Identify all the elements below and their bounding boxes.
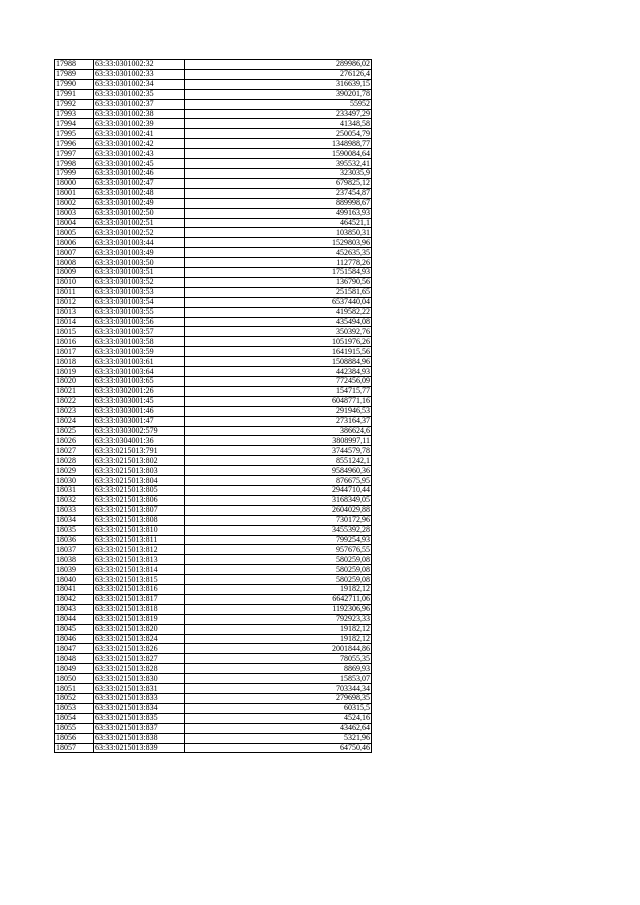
- cadastral-value-cell: 3455392,28: [185, 525, 372, 535]
- cadastral-value-cell: 8551242,1: [185, 456, 372, 466]
- table-row: [55, 79, 372, 89]
- cadastral-value-cell: 136790,56: [185, 277, 372, 287]
- cadastral-value-cell: 60315,5: [185, 703, 372, 713]
- cadastral-value-cell: 78055,35: [185, 654, 372, 664]
- cadastral-number-cell: 63:33:0301003:44: [94, 238, 185, 248]
- table-row: [55, 277, 372, 287]
- row-number-cell: 18024: [55, 416, 94, 426]
- cadastral-value-cell: 276126,4: [185, 69, 372, 79]
- cadastral-number-cell: 63:33:0301002:38: [94, 109, 185, 119]
- cadastral-number-cell: 63:33:0215013:811: [94, 535, 185, 545]
- cadastral-number-cell: 63:33:0215013:838: [94, 733, 185, 743]
- cadastral-value-cell: 2001844,86: [185, 644, 372, 654]
- cadastral-value-cell: 957676,55: [185, 545, 372, 555]
- row-number-cell: 17999: [55, 168, 94, 178]
- table-row: [55, 733, 372, 743]
- cadastral-number-cell: 63:33:0215013:814: [94, 565, 185, 575]
- cadastral-value-cell: 772456,09: [185, 377, 372, 387]
- cadastral-value-cell: 1529803,96: [185, 238, 372, 248]
- row-number-cell: 18029: [55, 466, 94, 476]
- table-row: [55, 347, 372, 357]
- row-number-cell: 18033: [55, 505, 94, 515]
- cadastral-number-cell: 63:33:0215013:826: [94, 644, 185, 654]
- table-row: [55, 674, 372, 684]
- cadastral-number-cell: 63:33:0215013:791: [94, 446, 185, 456]
- table-row: [55, 178, 372, 188]
- table-row: [55, 149, 372, 159]
- cadastral-value-cell: 580259,08: [185, 575, 372, 585]
- cadastral-number-cell: 63:33:0303001:45: [94, 396, 185, 406]
- cadastral-value-cell: 703344,34: [185, 684, 372, 694]
- table-row: [55, 664, 372, 674]
- row-number-cell: 17994: [55, 119, 94, 129]
- cadastral-value-cell: 323035,9: [185, 168, 372, 178]
- cadastral-value-cell: 2944710,44: [185, 485, 372, 495]
- cadastral-value-cell: 1751584,93: [185, 268, 372, 278]
- cadastral-number-cell: 63:33:0215013:807: [94, 505, 185, 515]
- cadastral-value-cell: 237454,87: [185, 188, 372, 198]
- cadastral-value-cell: 395532,41: [185, 159, 372, 169]
- row-number-cell: 17990: [55, 79, 94, 89]
- row-number-cell: 18016: [55, 337, 94, 347]
- cadastral-number-cell: 63:33:0302001:26: [94, 386, 185, 396]
- row-number-cell: 18011: [55, 287, 94, 297]
- cadastral-number-cell: 63:33:0215013:815: [94, 575, 185, 585]
- table-row: [55, 723, 372, 733]
- row-number-cell: 18025: [55, 426, 94, 436]
- table-row: [55, 396, 372, 406]
- row-number-cell: 18022: [55, 396, 94, 406]
- cadastral-value-cell: 15853,07: [185, 674, 372, 684]
- cadastral-value-cell: 3168349,05: [185, 495, 372, 505]
- table-row: [55, 357, 372, 367]
- table-row: [55, 505, 372, 515]
- table-row: [55, 159, 372, 169]
- row-number-cell: 18048: [55, 654, 94, 664]
- table-row: [55, 515, 372, 525]
- cadastral-value-cell: 799254,93: [185, 535, 372, 545]
- table-row: [55, 446, 372, 456]
- table-row: [55, 367, 372, 377]
- cadastral-number-cell: 63:33:0301002:50: [94, 208, 185, 218]
- cadastral-number-cell: 63:33:0301003:55: [94, 307, 185, 317]
- cadastral-value-cell: 580259,08: [185, 565, 372, 575]
- table-row: [55, 327, 372, 337]
- cadastral-number-cell: 63:33:0301003:56: [94, 317, 185, 327]
- cadastral-value-cell: 273164,37: [185, 416, 372, 426]
- cadastral-value-cell: 19182,12: [185, 634, 372, 644]
- table-row: [55, 634, 372, 644]
- cadastral-number-cell: 63:33:0303001:47: [94, 416, 185, 426]
- cadastral-value-cell: 452635,35: [185, 248, 372, 258]
- table-row: [55, 238, 372, 248]
- table-row: [55, 406, 372, 416]
- table-row: [55, 287, 372, 297]
- row-number-cell: 18027: [55, 446, 94, 456]
- row-number-cell: 18017: [55, 347, 94, 357]
- cadastral-number-cell: 63:33:0215013:804: [94, 476, 185, 486]
- cadastral-value-cell: 8869,93: [185, 664, 372, 674]
- table-row: [55, 466, 372, 476]
- cadastral-value-cell: 112778,26: [185, 258, 372, 268]
- cadastral-number-cell: 63:33:0301003:53: [94, 287, 185, 297]
- cadastral-number-cell: 63:33:0215013:820: [94, 624, 185, 634]
- row-number-cell: 18018: [55, 357, 94, 367]
- row-number-cell: 18002: [55, 198, 94, 208]
- table-row: [55, 69, 372, 79]
- row-number-cell: 18049: [55, 664, 94, 674]
- row-number-cell: 17998: [55, 159, 94, 169]
- cadastral-value-cell: 889998,67: [185, 198, 372, 208]
- row-number-cell: 18013: [55, 307, 94, 317]
- cadastral-number-cell: 63:33:0304001:36: [94, 436, 185, 446]
- row-number-cell: 18052: [55, 694, 94, 704]
- row-number-cell: 18032: [55, 495, 94, 505]
- row-number-cell: 18005: [55, 228, 94, 238]
- cadastral-number-cell: 63:33:0301003:50: [94, 258, 185, 268]
- cadastral-value-cell: 64750,46: [185, 743, 372, 753]
- cadastral-value-cell: 730172,96: [185, 515, 372, 525]
- cadastral-value-cell: 499163,93: [185, 208, 372, 218]
- cadastral-number-cell: 63:33:0215013:831: [94, 684, 185, 694]
- cadastral-value-cell: 19182,12: [185, 585, 372, 595]
- cadastral-value-cell: 6642711,06: [185, 594, 372, 604]
- cadastral-value-cell: 1508884,96: [185, 357, 372, 367]
- row-number-cell: 18055: [55, 723, 94, 733]
- cadastral-number-cell: 63:33:0301002:39: [94, 119, 185, 129]
- row-number-cell: 18020: [55, 377, 94, 387]
- row-number-cell: 17993: [55, 109, 94, 119]
- cadastral-number-cell: 63:33:0215013:818: [94, 604, 185, 614]
- row-number-cell: 17988: [55, 60, 94, 70]
- cadastral-number-cell: 63:33:0301003:51: [94, 268, 185, 278]
- table-row: [55, 525, 372, 535]
- cadastral-value-cell: 386624,6: [185, 426, 372, 436]
- cadastral-number-cell: 63:33:0215013:819: [94, 614, 185, 624]
- table-row: [55, 208, 372, 218]
- row-number-cell: 18007: [55, 248, 94, 258]
- table-row: [55, 426, 372, 436]
- table-row: [55, 258, 372, 268]
- table-row: [55, 594, 372, 604]
- cadastral-number-cell: 63:33:0301002:43: [94, 149, 185, 159]
- row-number-cell: 18028: [55, 456, 94, 466]
- table-row: [55, 575, 372, 585]
- row-number-cell: 18001: [55, 188, 94, 198]
- cadastral-number-cell: 63:33:0215013:813: [94, 555, 185, 565]
- table-row: [55, 545, 372, 555]
- cadastral-value-cell: 3744579,78: [185, 446, 372, 456]
- row-number-cell: 18044: [55, 614, 94, 624]
- cadastral-value-cell: 1192306,96: [185, 604, 372, 614]
- cadastral-number-cell: 63:33:0215013:806: [94, 495, 185, 505]
- row-number-cell: 18057: [55, 743, 94, 753]
- cadastral-value-cell: 103850,31: [185, 228, 372, 238]
- cadastral-value-cell: 442384,93: [185, 367, 372, 377]
- cadastral-number-cell: 63:33:0301003:52: [94, 277, 185, 287]
- cadastral-number-cell: 63:33:0301003:49: [94, 248, 185, 258]
- table-row: [55, 89, 372, 99]
- table-row: [55, 585, 372, 595]
- cadastral-value-cell: 5321,96: [185, 733, 372, 743]
- row-number-cell: 18003: [55, 208, 94, 218]
- row-number-cell: 18012: [55, 297, 94, 307]
- cadastral-number-cell: 63:33:0215013:837: [94, 723, 185, 733]
- row-number-cell: 17989: [55, 69, 94, 79]
- table-row: [55, 436, 372, 446]
- table-row: [55, 60, 372, 70]
- cadastral-number-cell: 63:33:0301002:32: [94, 60, 185, 70]
- table-row: [55, 644, 372, 654]
- table-row: [55, 743, 372, 753]
- cadastral-number-cell: 63:33:0301002:35: [94, 89, 185, 99]
- cadastral-number-cell: 63:33:0215013:816: [94, 585, 185, 595]
- cadastral-value-table: [54, 59, 372, 753]
- table-row: [55, 99, 372, 109]
- cadastral-value-cell: 316639,15: [185, 79, 372, 89]
- row-number-cell: 18041: [55, 585, 94, 595]
- cadastral-value-cell: 279698,35: [185, 694, 372, 704]
- cadastral-number-cell: 63:33:0301003:57: [94, 327, 185, 337]
- table-row: [55, 684, 372, 694]
- table-row: [55, 654, 372, 664]
- row-number-cell: 18035: [55, 525, 94, 535]
- table-row: [55, 119, 372, 129]
- row-number-cell: 17997: [55, 149, 94, 159]
- row-number-cell: 18009: [55, 268, 94, 278]
- cadastral-number-cell: 63:33:0215013:810: [94, 525, 185, 535]
- table-row: [55, 218, 372, 228]
- cadastral-number-cell: 63:33:0215013:827: [94, 654, 185, 664]
- row-number-cell: 18030: [55, 476, 94, 486]
- row-number-cell: 18000: [55, 178, 94, 188]
- table-row: [55, 317, 372, 327]
- row-number-cell: 18054: [55, 713, 94, 723]
- cadastral-number-cell: 63:33:0301002:33: [94, 69, 185, 79]
- row-number-cell: 17992: [55, 99, 94, 109]
- cadastral-number-cell: 63:33:0215013:824: [94, 634, 185, 644]
- cadastral-value-cell: 250054,79: [185, 129, 372, 139]
- table-row: [55, 307, 372, 317]
- cadastral-value-cell: 251581,65: [185, 287, 372, 297]
- cadastral-value-cell: 9584960,36: [185, 466, 372, 476]
- row-number-cell: 18037: [55, 545, 94, 555]
- cadastral-number-cell: 63:33:0215013:812: [94, 545, 185, 555]
- cadastral-number-cell: 63:33:0215013:803: [94, 466, 185, 476]
- row-number-cell: 18031: [55, 485, 94, 495]
- cadastral-number-cell: 63:33:0215013:828: [94, 664, 185, 674]
- cadastral-value-cell: 233497,29: [185, 109, 372, 119]
- table-row: [55, 129, 372, 139]
- table-row: [55, 713, 372, 723]
- table-row: [55, 495, 372, 505]
- table-row: [55, 139, 372, 149]
- row-number-cell: 18043: [55, 604, 94, 614]
- cadastral-number-cell: 63:33:0301002:45: [94, 159, 185, 169]
- table-row: [55, 248, 372, 258]
- row-number-cell: 18045: [55, 624, 94, 634]
- table-row: [55, 485, 372, 495]
- cadastral-value-cell: 1348988,77: [185, 139, 372, 149]
- row-number-cell: 17996: [55, 139, 94, 149]
- table-row: [55, 188, 372, 198]
- table-row: [55, 535, 372, 545]
- row-number-cell: 17991: [55, 89, 94, 99]
- row-number-cell: 18015: [55, 327, 94, 337]
- table-body: [55, 60, 372, 753]
- cadastral-number-cell: 63:33:0303002:579: [94, 426, 185, 436]
- table-row: [55, 456, 372, 466]
- row-number-cell: 18014: [55, 317, 94, 327]
- cadastral-number-cell: 63:33:0301002:52: [94, 228, 185, 238]
- row-number-cell: 18053: [55, 703, 94, 713]
- cadastral-value-cell: 1590084,64: [185, 149, 372, 159]
- table-row: [55, 337, 372, 347]
- row-number-cell: 18006: [55, 238, 94, 248]
- row-number-cell: 17995: [55, 129, 94, 139]
- table-row: [55, 694, 372, 704]
- row-number-cell: 18008: [55, 258, 94, 268]
- cadastral-number-cell: 63:33:0215013:834: [94, 703, 185, 713]
- row-number-cell: 18019: [55, 367, 94, 377]
- table-row: [55, 565, 372, 575]
- row-number-cell: 18046: [55, 634, 94, 644]
- cadastral-value-cell: 580259,08: [185, 555, 372, 565]
- table-row: [55, 386, 372, 396]
- table-row: [55, 268, 372, 278]
- cadastral-number-cell: 63:33:0215013:808: [94, 515, 185, 525]
- table-row: [55, 198, 372, 208]
- cadastral-value-cell: 390201,78: [185, 89, 372, 99]
- cadastral-value-cell: 289986,02: [185, 60, 372, 70]
- cadastral-number-cell: 63:33:0301002:48: [94, 188, 185, 198]
- row-number-cell: 18004: [55, 218, 94, 228]
- cadastral-value-cell: 792923,33: [185, 614, 372, 624]
- table-row: [55, 703, 372, 713]
- row-number-cell: 18056: [55, 733, 94, 743]
- table-row: [55, 228, 372, 238]
- cadastral-number-cell: 63:33:0301002:37: [94, 99, 185, 109]
- row-number-cell: 18050: [55, 674, 94, 684]
- table-row: [55, 416, 372, 426]
- table-row: [55, 377, 372, 387]
- cadastral-value-cell: 19182,12: [185, 624, 372, 634]
- cadastral-value-cell: 3808997,11: [185, 436, 372, 446]
- row-number-cell: 18038: [55, 555, 94, 565]
- row-number-cell: 18051: [55, 684, 94, 694]
- row-number-cell: 18036: [55, 535, 94, 545]
- cadastral-number-cell: 63:33:0303001:46: [94, 406, 185, 416]
- cadastral-number-cell: 63:33:0301003:58: [94, 337, 185, 347]
- cadastral-value-cell: 291946,53: [185, 406, 372, 416]
- cadastral-value-cell: 679825,12: [185, 178, 372, 188]
- cadastral-value-cell: 876675,95: [185, 476, 372, 486]
- cadastral-number-cell: 63:33:0301002:34: [94, 79, 185, 89]
- cadastral-value-cell: 41348,58: [185, 119, 372, 129]
- cadastral-value-cell: 55952: [185, 99, 372, 109]
- row-number-cell: 18047: [55, 644, 94, 654]
- cadastral-value-cell: 6048771,16: [185, 396, 372, 406]
- cadastral-value-cell: 1051976,26: [185, 337, 372, 347]
- cadastral-number-cell: 63:33:0215013:839: [94, 743, 185, 753]
- cadastral-number-cell: 63:33:0215013:830: [94, 674, 185, 684]
- cadastral-value-cell: 154715,77: [185, 386, 372, 396]
- cadastral-number-cell: 63:33:0215013:833: [94, 694, 185, 704]
- row-number-cell: 18021: [55, 386, 94, 396]
- cadastral-number-cell: 63:33:0301002:47: [94, 178, 185, 188]
- cadastral-value-cell: 419582,22: [185, 307, 372, 317]
- cadastral-number-cell: 63:33:0301002:49: [94, 198, 185, 208]
- table-row: [55, 604, 372, 614]
- cadastral-number-cell: 63:33:0215013:835: [94, 713, 185, 723]
- row-number-cell: 18042: [55, 594, 94, 604]
- table-row: [55, 476, 372, 486]
- cadastral-number-cell: 63:33:0301003:64: [94, 367, 185, 377]
- cadastral-value-cell: 464521,1: [185, 218, 372, 228]
- cadastral-number-cell: 63:33:0215013:802: [94, 456, 185, 466]
- cadastral-number-cell: 63:33:0215013:817: [94, 594, 185, 604]
- cadastral-number-cell: 63:33:0301003:59: [94, 347, 185, 357]
- table-row: [55, 297, 372, 307]
- cadastral-value-cell: 1641915,56: [185, 347, 372, 357]
- cadastral-number-cell: 63:33:0301002:42: [94, 139, 185, 149]
- cadastral-number-cell: 63:33:0301002:51: [94, 218, 185, 228]
- row-number-cell: 18039: [55, 565, 94, 575]
- table-row: [55, 614, 372, 624]
- cadastral-value-cell: 2604029,88: [185, 505, 372, 515]
- cadastral-number-cell: 63:33:0301003:61: [94, 357, 185, 367]
- cadastral-value-cell: 350392,76: [185, 327, 372, 337]
- row-number-cell: 18023: [55, 406, 94, 416]
- cadastral-value-cell: 6537440,04: [185, 297, 372, 307]
- table-row: [55, 624, 372, 634]
- cadastral-number-cell: 63:33:0301002:41: [94, 129, 185, 139]
- cadastral-value-cell: 43462,64: [185, 723, 372, 733]
- table-row: [55, 555, 372, 565]
- row-number-cell: 18026: [55, 436, 94, 446]
- cadastral-value-cell: 435494,08: [185, 317, 372, 327]
- row-number-cell: 18034: [55, 515, 94, 525]
- table-row: [55, 168, 372, 178]
- cadastral-number-cell: 63:33:0301003:54: [94, 297, 185, 307]
- cadastral-number-cell: 63:33:0301003:65: [94, 377, 185, 387]
- cadastral-number-cell: 63:33:0215013:805: [94, 485, 185, 495]
- cadastral-value-cell: 4524,16: [185, 713, 372, 723]
- row-number-cell: 18040: [55, 575, 94, 585]
- table-row: [55, 109, 372, 119]
- cadastral-number-cell: 63:33:0301002:46: [94, 168, 185, 178]
- row-number-cell: 18010: [55, 277, 94, 287]
